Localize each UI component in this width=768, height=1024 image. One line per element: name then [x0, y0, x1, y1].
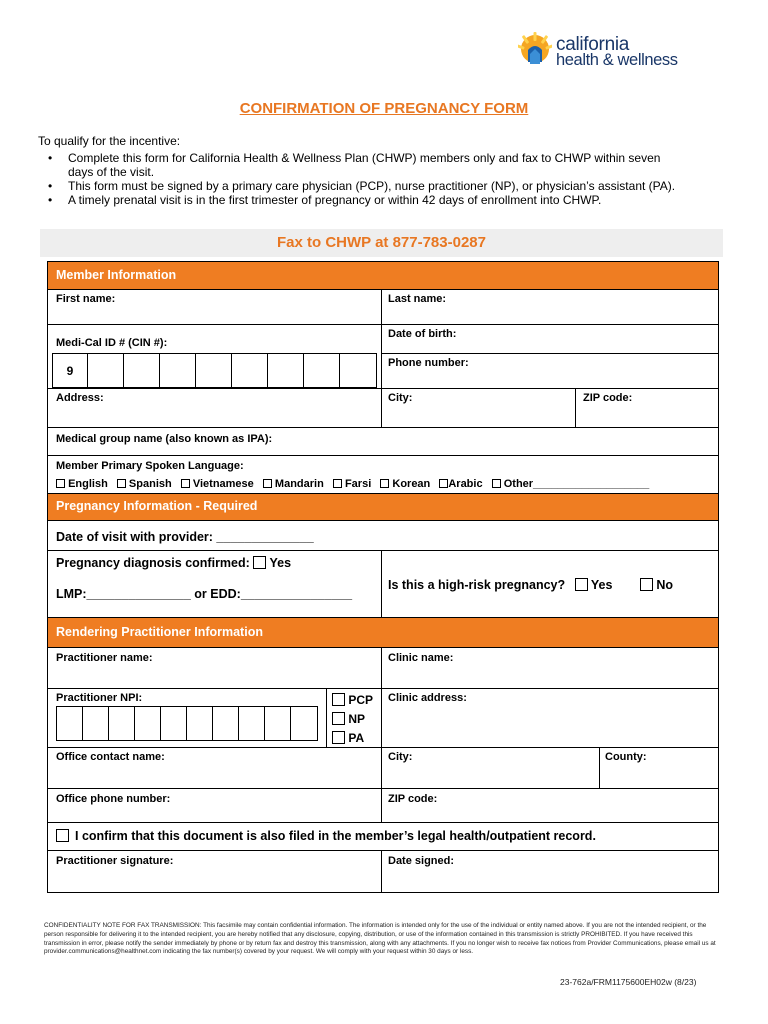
phone-number-field[interactable] [384, 370, 714, 386]
confirm-record-checkbox[interactable] [56, 829, 69, 842]
practitioner-city-label: City: [388, 751, 413, 763]
language-option-mandarin[interactable]: Mandarin [263, 478, 324, 490]
sun-logo-icon [518, 32, 552, 68]
first-name-field[interactable] [50, 306, 378, 322]
high-risk-no-checkbox[interactable] [640, 578, 653, 591]
address-label: Address: [56, 392, 104, 404]
practitioner-info-header: Rendering Practitioner Information [48, 618, 718, 647]
office-phone-label: Office phone number: [56, 793, 171, 805]
intro-bullet: • Complete this form for California Health & Wellness Plan (CHWP) members only and fax to CHWP within seven days of the visit. [48, 151, 661, 179]
date-signed-field[interactable] [384, 868, 714, 890]
checkbox[interactable] [333, 479, 342, 488]
np-option[interactable]: NP [332, 712, 365, 726]
county-field[interactable] [602, 764, 714, 786]
high-risk-yes-checkbox[interactable] [575, 578, 588, 591]
member-info-header: Member Information [48, 262, 718, 289]
address-field[interactable] [50, 405, 378, 425]
practitioner-name-field[interactable] [50, 665, 378, 687]
language-options [56, 478, 655, 490]
npi-digit-box[interactable] [108, 706, 135, 741]
language-option-english[interactable]: English [56, 478, 108, 490]
company-logo [518, 30, 718, 72]
medi-cal-digit-box[interactable] [339, 353, 377, 388]
clinic-name-label: Clinic name: [388, 652, 454, 664]
language-option-arabic[interactable]: Arabic [439, 478, 482, 490]
intro-lead-text: To qualify for the incentive: [38, 134, 181, 148]
form-code: 23-762a/FRM1175600EH02w (8/23) [560, 977, 697, 987]
confidentiality-note: CONFIDENTIALITY NOTE FOR FAX TRANSMISSION: This facsimile may contain confidential information. The information is intended only for the use of the individual or entity named above. If you are not the intended recipient, or the person responsible for delivering it to the intended recipient, you are hereby notified that any disclosure, copying, distribution, or use of the information contained in this transmission is strictly PROHIBITED. If you have received this transmission in error, please notify the sender immediately by phone or by return fax and destroy this transmission, along with any attachments. If you no longer wish to receive fax notices from Provider Communications, please email us at provider.communications@healthnet.com indicating the fax number(s) covered by your request. We will comply with your request within 30 days or less. [44, 922, 716, 956]
last-name-label: Last name: [388, 293, 447, 305]
zip-code-label: ZIP code: [583, 392, 633, 404]
pregnancy-info-header: Pregnancy Information - Required [48, 494, 718, 520]
medical-group-field[interactable] [288, 430, 714, 452]
pa-checkbox[interactable] [332, 731, 345, 744]
clinic-address-label: Clinic address: [388, 692, 467, 704]
bullet-icon: • [48, 193, 53, 207]
date-of-visit-label: Date of visit with provider: ______________ [56, 530, 314, 544]
language-option-farsi[interactable]: Farsi [333, 478, 371, 490]
county-label: County: [605, 751, 647, 763]
pcp-checkbox[interactable] [332, 693, 345, 706]
first-name-label: First name: [56, 293, 116, 305]
bullet-icon: • [48, 151, 53, 165]
npi-boxes [56, 706, 320, 742]
office-phone-field[interactable] [50, 806, 378, 814]
checkbox[interactable] [181, 479, 190, 488]
medi-cal-digit-box[interactable] [267, 353, 304, 388]
npi-digit-box[interactable] [290, 706, 318, 741]
pcp-option[interactable]: PCP [332, 693, 373, 707]
medical-group-label: Medical group name (also known as IPA): [56, 433, 273, 445]
lmp-edd-label: LMP:_______________ or EDD:________________ [56, 587, 353, 601]
office-contact-field[interactable] [50, 764, 378, 786]
npi-digit-box[interactable] [186, 706, 213, 741]
checkbox[interactable] [492, 479, 501, 488]
checkbox[interactable] [439, 479, 448, 488]
language-option-other[interactable]: Other___________________ [492, 478, 650, 490]
npi-digit-box[interactable] [56, 706, 83, 741]
practitioner-signature-label: Practitioner signature: [56, 855, 174, 867]
npi-digit-box[interactable] [264, 706, 291, 741]
npi-digit-box[interactable] [160, 706, 187, 741]
logo-text-california: california [556, 34, 630, 55]
clinic-address-field[interactable] [384, 705, 714, 745]
practitioner-npi-label: Practitioner NPI: [56, 692, 143, 704]
diagnosis-yes-checkbox[interactable] [253, 556, 266, 569]
city-field[interactable] [384, 405, 572, 425]
language-option-vietnamese[interactable]: Vietnamese [181, 478, 254, 490]
bullet-icon: • [48, 179, 53, 193]
npi-digit-box[interactable] [238, 706, 265, 741]
medi-cal-prefix-box: 9 [52, 353, 88, 388]
practitioner-zip-field[interactable] [384, 806, 714, 814]
checkbox[interactable] [117, 479, 126, 488]
logo-text-health-wellness: health & wellness [556, 51, 678, 69]
intro-bullet: • A timely prenatal visit is in the first trimester of pregnancy or within 42 days of enrollment into CHWP. [48, 193, 602, 207]
medi-cal-digit-box[interactable] [159, 353, 196, 388]
medi-cal-digit-box[interactable] [231, 353, 268, 388]
practitioner-zip-label: ZIP code: [388, 793, 438, 805]
pa-option[interactable]: PA [332, 731, 364, 745]
date-signed-label: Date signed: [388, 855, 455, 867]
medi-cal-digit-box[interactable] [87, 353, 124, 388]
checkbox[interactable] [263, 479, 272, 488]
pregnancy-form [47, 261, 719, 893]
medi-cal-digit-box[interactable] [195, 353, 232, 388]
language-option-spanish[interactable]: Spanish [117, 478, 172, 490]
practitioner-name-label: Practitioner name: [56, 652, 153, 664]
fax-banner [40, 229, 723, 257]
confirm-record-row[interactable]: I confirm that this document is also filed in the member’s legal health/outpatient record. [56, 829, 596, 843]
divider [48, 324, 381, 325]
intro-bullet: • This form must be signed by a primary care physician (PCP), nurse practitioner (NP), or physician’s assistant (PA). [48, 179, 676, 193]
medi-cal-digit-box[interactable] [303, 353, 340, 388]
office-contact-label: Office contact name: [56, 751, 165, 763]
fax-number-text: Fax to CHWP at 877-783-0287 [277, 234, 486, 251]
np-checkbox[interactable] [332, 712, 345, 725]
intro-bullet-list [38, 151, 718, 207]
diagnosis-confirmed-row: Pregnancy diagnosis confirmed: Yes [56, 556, 292, 570]
zip-code-field[interactable] [578, 405, 714, 425]
clinic-name-field[interactable] [384, 665, 714, 687]
form-title: CONFIRMATION OF PREGNANCY FORM [239, 100, 529, 117]
city-label: City: [388, 392, 413, 404]
npi-digit-box[interactable] [134, 706, 161, 741]
last-name-field[interactable] [384, 306, 714, 322]
practitioner-signature-field[interactable] [50, 868, 378, 890]
dob-label: Date of birth: [388, 328, 457, 340]
dob-field[interactable] [384, 340, 714, 352]
npi-digit-box[interactable] [212, 706, 239, 741]
practitioner-city-field[interactable] [384, 764, 596, 786]
medi-cal-id-label: Medi-Cal ID # (CIN #): [56, 337, 168, 349]
medi-cal-digit-box[interactable] [123, 353, 160, 388]
npi-digit-box[interactable] [82, 706, 109, 741]
high-risk-row: Is this a high-risk pregnancy? Yes No [388, 578, 674, 592]
spoken-language-label: Member Primary Spoken Language: [56, 460, 244, 472]
language-option-korean[interactable]: Korean [380, 478, 430, 490]
checkbox[interactable] [380, 479, 389, 488]
phone-number-label: Phone number: [388, 357, 469, 369]
medi-cal-id-boxes [52, 353, 378, 389]
checkbox[interactable] [56, 479, 65, 488]
